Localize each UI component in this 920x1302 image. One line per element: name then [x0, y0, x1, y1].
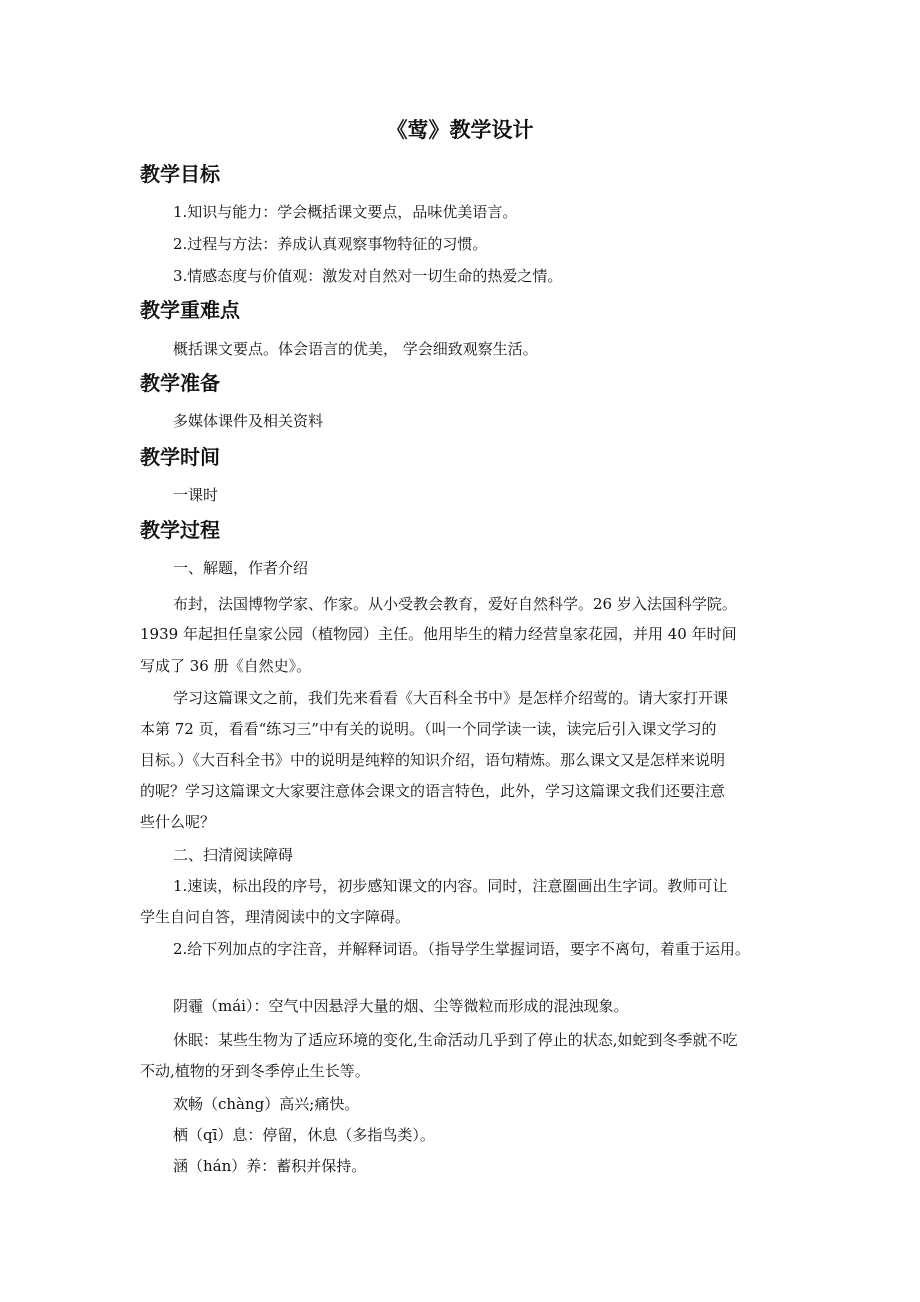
- document-title: 《莺》教学设计: [386, 118, 534, 142]
- process-line: 1.速读，标出段的序号，初步感知课文的内容。同时，注意圈画出生字词。教师可让: [173, 877, 728, 895]
- process-line: 的呢？学习这篇课文大家要注意体会课文的语言特色，此外，学习这篇课文我们还要注意: [140, 782, 726, 800]
- process-line: 1939 年起担任皇家公园（植物园）主任。他用毕生的精力经营皇家花园，并用 40 年时间: [140, 625, 737, 643]
- process-line: 目标。）《大百科全书》中的说明是纯粹的知识介绍，语句精炼。那么课文又是怎样来说明: [140, 751, 726, 769]
- heading-preparation: 教学准备: [140, 371, 220, 395]
- vocab-item: 不动,植物的牙到冬季停止生长等。: [140, 1062, 370, 1080]
- vocab-item: 阴霾（mái）：空气中因悬浮大量的烟、尘等微粒而形成的混浊现象。: [173, 997, 629, 1015]
- key-points-text: 概括课文要点。体会语言的优美， 学会细致观察生活。: [173, 340, 538, 358]
- time-text: 一课时: [173, 486, 219, 504]
- goal-item: 3.情感态度与价值观：激发对自然对一切生命的热爱之情。: [173, 267, 563, 285]
- vocab-item: 涵（hán）养：蓄积并保持。: [173, 1157, 367, 1175]
- goal-item: 2.过程与方法：养成认真观察事物特征的习惯。: [173, 235, 488, 253]
- preparation-text: 多媒体课件及相关资料: [173, 412, 324, 430]
- vocab-item: 欢畅（chàng）高兴;痛快。: [173, 1095, 360, 1113]
- heading-time: 教学时间: [140, 445, 220, 469]
- process-line: 2.给下列加点的字注音，并解释词语。（指导学生掌握词语，要字不离句，着重于运用。: [173, 940, 750, 958]
- process-line: 些什么呢？: [140, 813, 216, 831]
- process-line: 本第 72 页，看看“练习三”中有关的说明。（叫一个同学读一读，读完后引入课文学习的: [140, 720, 717, 738]
- heading-key-points: 教学重难点: [140, 298, 240, 322]
- vocab-item: 栖（qī）息：停留，休息（多指鸟类）。: [173, 1126, 435, 1144]
- process-line: 学生自问自答，理清阅读中的文字障碍。: [140, 908, 411, 926]
- process-line: 布封，法国博物学家、作家。从小受教会教育，爱好自然科学。26 岁入法国科学院。: [173, 595, 737, 613]
- vocab-item: 休眠：某些生物为了适应环境的变化,生命活动几乎到了停止的状态,如蛇到冬季就不吃: [173, 1031, 738, 1049]
- heading-goals: 教学目标: [140, 162, 220, 186]
- goal-item: 1.知识与能力：学会概括课文要点，品味优美语言。: [173, 203, 518, 221]
- process-line: 写成了 36 册《自然史》。: [140, 657, 312, 675]
- process-line: 学习这篇课文之前，我们先来看看《大百科全书中》是怎样介绍莺的。请大家打开课: [173, 689, 729, 707]
- process-subheading: 一、解题，作者介绍: [173, 559, 309, 577]
- heading-process: 教学过程: [140, 518, 220, 542]
- process-subheading: 二、扫清阅读障碍: [173, 846, 294, 864]
